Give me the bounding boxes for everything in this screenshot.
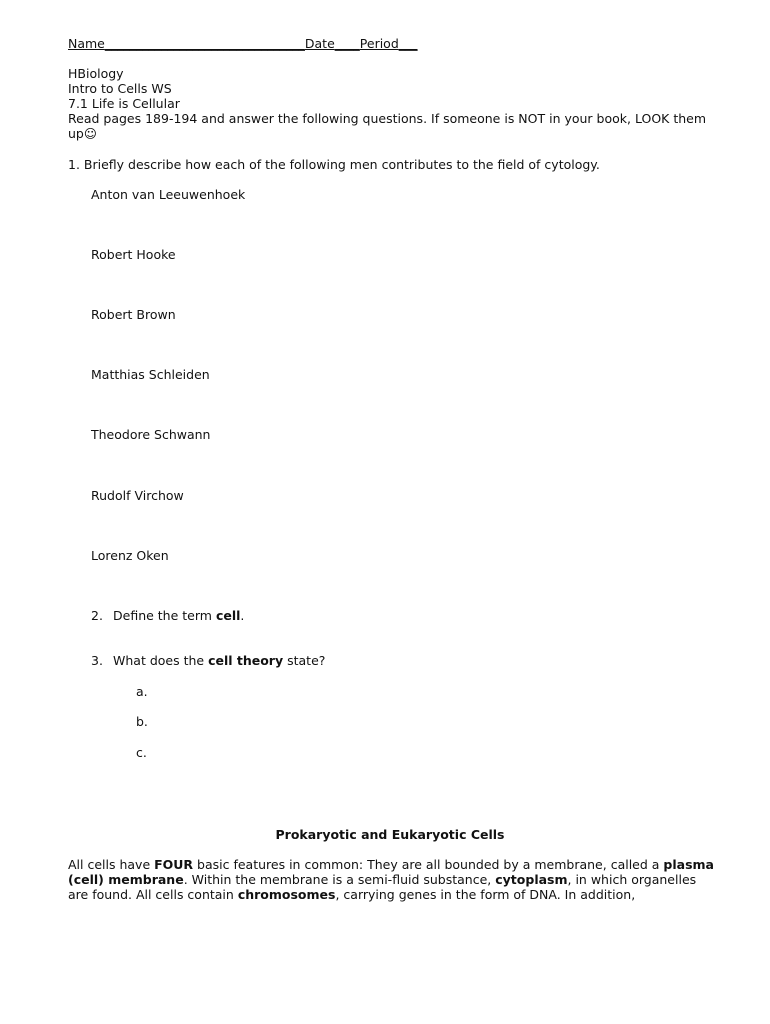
worksheet-title: Intro to Cells WS (68, 81, 172, 96)
question-1: 1. Briefly describe how each of the following men contributes to the field of cytology. (68, 157, 600, 172)
paragraph-text: , carrying genes in the form of DNA. In addition, (335, 887, 636, 902)
paragraph-text: basic features in common: They are all bounded by a membrane, called a (193, 857, 664, 872)
scientist-oken: Lorenz Oken (91, 548, 169, 563)
scientist-leeuwenhoek: Anton van Leeuwenhoek (91, 187, 246, 202)
period-blank[interactable]: ___ (398, 36, 418, 51)
period-label: Period (359, 36, 399, 51)
question-2-text: Define the term (113, 608, 216, 623)
scientist-hooke: Robert Hooke (91, 247, 176, 262)
question-2-term: cell (215, 608, 241, 623)
scientist-schleiden: Matthias Schleiden (91, 367, 210, 382)
instructions: Read pages 189-194 and answer the following questions. If someone is NOT in your book, LOOK them up☺ (68, 111, 707, 141)
section-heading: Prokaryotic and Eukaryotic Cells (275, 827, 505, 842)
question-3-item-a: a. (136, 684, 148, 699)
paragraph-text: . Within the membrane is a semi-fluid substance, (183, 872, 496, 887)
paragraph-bold-cytoplasm: cytoplasm (495, 872, 568, 887)
paragraph-bold-chromosomes: chromosomes (237, 887, 336, 902)
question-2-end: . (240, 608, 245, 623)
question-3-term: cell theory (208, 653, 284, 668)
question-2-number: 2. (91, 608, 103, 623)
question-3-end: state? (283, 653, 326, 668)
question-3 (91, 653, 325, 668)
student-info-line (68, 36, 418, 51)
course-title: HBiology (68, 66, 124, 81)
paragraph-bold-four: FOUR (154, 857, 194, 872)
question-3-item-b: b. (136, 714, 148, 729)
name-label: Name (68, 36, 105, 51)
paragraph-text: All cells have (68, 857, 155, 872)
paragraph-text: , in which organelles are found. All cells contain (68, 872, 697, 902)
scientist-schwann: Theodore Schwann (91, 427, 211, 442)
paragraph-bold-plasma-membrane: plasma (cell) membrane (68, 857, 714, 887)
scientist-brown: Robert Brown (91, 307, 176, 322)
section-title: 7.1 Life is Cellular (68, 96, 180, 111)
date-blank[interactable]: ____ (334, 36, 360, 51)
question-3-text: What does the (113, 653, 209, 668)
question-2 (91, 608, 244, 623)
name-blank[interactable]: ________________________________ (104, 36, 305, 51)
question-3-item-c: c. (136, 745, 147, 760)
question-3-number: 3. (91, 653, 103, 668)
section-paragraph (68, 857, 720, 902)
date-label: Date (304, 36, 335, 51)
scientist-virchow: Rudolf Virchow (91, 488, 184, 503)
